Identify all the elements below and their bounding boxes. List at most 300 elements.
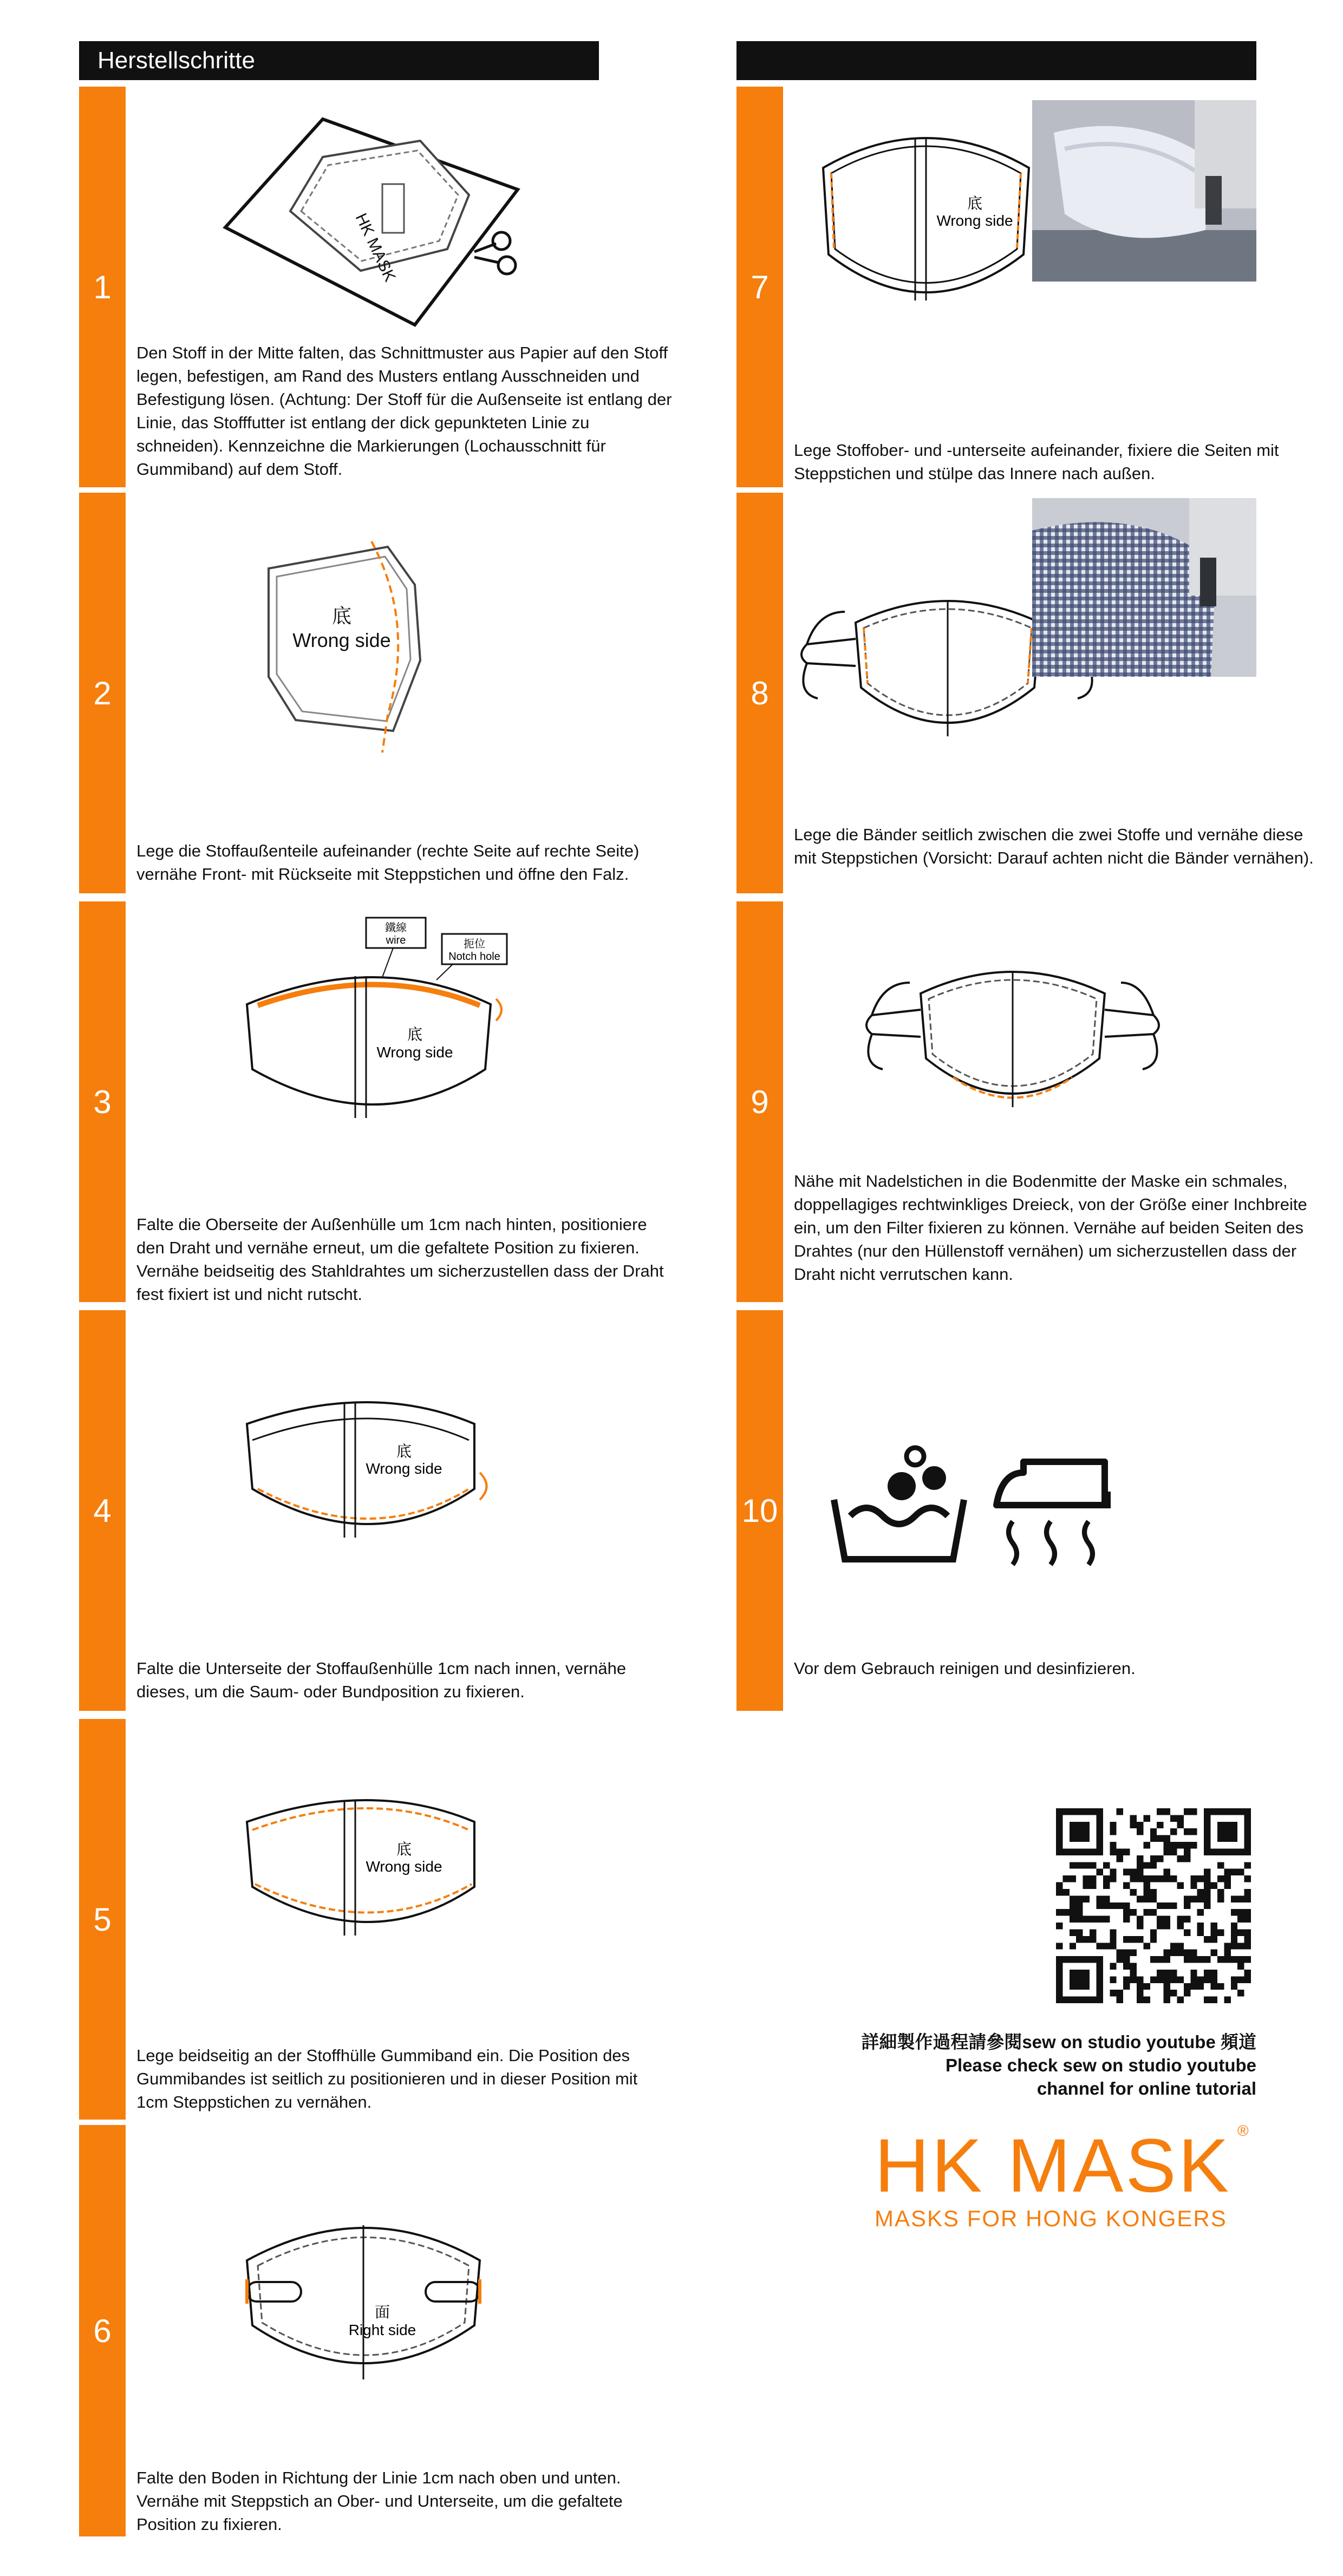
qr-module <box>1190 1970 1197 1976</box>
step-10 <box>736 1310 1332 1711</box>
qr-module <box>1217 1929 1224 1936</box>
qr-module <box>1117 1902 1123 1909</box>
qr-module <box>1244 1889 1251 1895</box>
qr-module <box>1190 1875 1197 1882</box>
qr-module <box>1143 1909 1150 1915</box>
qr-module <box>1070 1902 1076 1909</box>
fold-illustration <box>252 536 480 763</box>
qr-module <box>1143 1842 1150 1848</box>
qr-module <box>1184 1950 1190 1956</box>
side-label-en: Wrong side <box>366 1460 442 1477</box>
qr-module <box>1110 1822 1116 1828</box>
mask-hem-illustration <box>242 1381 556 1554</box>
qr-module <box>1237 1990 1244 1996</box>
step-text: Falte den Boden in Richtung der Linie 1cm nach oben und unten. Vernähe mit Steppstich an Ober- und Unterseite, um die gefaltete Position zu fixieren. <box>136 2468 623 2534</box>
qr-module <box>1197 1923 1204 1929</box>
qr-module <box>1170 1875 1177 1882</box>
qr-module <box>1244 1916 1251 1923</box>
wire-callout-cn: 鐵線 <box>385 922 407 934</box>
qr-module <box>1217 1983 1224 1990</box>
side-label-en: Wrong side <box>936 212 1013 229</box>
qr-module <box>1244 1970 1251 1976</box>
qr-module <box>1197 1895 1204 1902</box>
qr-module <box>1184 1916 1190 1923</box>
qr-module <box>1184 1895 1190 1902</box>
qr-module <box>1117 1808 1123 1815</box>
qr-module <box>1184 1956 1190 1963</box>
qr-module <box>1076 1916 1083 1923</box>
qr-module <box>1204 1936 1210 1943</box>
qr-module <box>1237 1909 1244 1915</box>
qr-module <box>1056 1943 1062 1949</box>
side-label-cn: 面 <box>374 2304 390 2320</box>
qr-module <box>1070 1916 1076 1923</box>
qr-module <box>1090 1882 1096 1889</box>
qr-module <box>1170 1902 1177 1909</box>
qr-module <box>1164 1916 1170 1923</box>
step-3 <box>79 901 675 1302</box>
qr-module <box>1137 1862 1143 1868</box>
qr-finder <box>1070 1822 1090 1842</box>
qr-module <box>1137 1822 1143 1828</box>
qr-module <box>1096 1895 1103 1902</box>
qr-module <box>1164 1983 1170 1990</box>
qr-module <box>1143 1997 1150 2003</box>
qr-module <box>1150 1929 1157 1936</box>
qr-module <box>1123 1909 1130 1915</box>
qr-module <box>1197 1929 1204 1936</box>
step-text: Den Stoff in der Mitte falten, das Schnittmuster aus Papier auf den Stoff legen, befestigen, am Rand des Musters entlang Ausschneiden und Befestigung lösen. (Achtung: Der Stoff für die Außenseite ist entlang der Linie, das Stofffutter ist entlang der dick gepunkteten Linie zu schneiden). Kennzeichne die Markierungen (Lochausschnitt für Gummiband) auf dem Stoff. <box>136 343 672 479</box>
side-label-cn: 底 <box>396 1443 412 1460</box>
qr-module <box>1157 1976 1163 1983</box>
qr-module <box>1123 1902 1130 1909</box>
step-text: Falte die Oberseite der Außenhülle um 1cm nach hinten, positioniere den Draht und vernähe erneut, um die gefaltete Position zu fixieren. Vernähe beidseitig des Stahldrahtes um sicherzustellen dass der Draht fest fixiert ist und nicht rutscht. <box>136 1215 664 1304</box>
qr-module <box>1137 1828 1143 1835</box>
pattern-illustration <box>220 108 523 336</box>
qr-module <box>1197 1909 1204 1915</box>
qr-module <box>1170 1950 1177 1956</box>
qr-module <box>1076 1862 1083 1868</box>
qr-module <box>1090 1916 1096 1923</box>
logo-tagline: MASKS FOR HONG KONGERS <box>875 2206 1227 2231</box>
qr-module <box>1083 1875 1090 1882</box>
step-number: 3 <box>93 1083 112 1120</box>
qr-module <box>1150 1895 1157 1902</box>
qr-module <box>1062 1889 1069 1895</box>
side-label-cn: 底 <box>407 1026 423 1043</box>
qr-module <box>1177 1882 1183 1889</box>
qr-module <box>1190 1808 1197 1815</box>
qr-module <box>1237 1956 1244 1963</box>
step-number: 10 <box>741 1492 778 1529</box>
qr-module <box>1170 1815 1177 1821</box>
qr-code[interactable] <box>1056 1808 1251 2003</box>
qr-module <box>1217 1875 1224 1882</box>
qr-module <box>1110 1936 1116 1943</box>
mask-filter-illustration <box>861 961 1175 1134</box>
qr-module <box>1244 1929 1251 1936</box>
qr-module <box>1137 1990 1143 1996</box>
qr-module <box>1103 1862 1110 1868</box>
tutorial-note-line2: Please check sew on studio youtube <box>945 2055 1256 2075</box>
qr-module <box>1090 1875 1096 1882</box>
qr-module <box>1211 1976 1217 1983</box>
step-4 <box>79 1310 675 1711</box>
qr-module <box>1103 1882 1110 1889</box>
qr-module <box>1096 1916 1103 1923</box>
qr-module <box>1137 1923 1143 1929</box>
qr-module <box>1103 1895 1110 1902</box>
qr-module <box>1130 1936 1137 1943</box>
qr-module <box>1177 1916 1183 1923</box>
qr-module <box>1076 1936 1083 1943</box>
qr-module <box>1197 1889 1204 1895</box>
qr-module <box>1137 1983 1143 1990</box>
qr-module <box>1150 1828 1157 1835</box>
qr-module <box>1184 1983 1190 1990</box>
qr-module <box>1076 1902 1083 1909</box>
qr-module <box>1164 1956 1170 1963</box>
qr-module <box>1177 1943 1183 1949</box>
qr-module <box>1224 1882 1230 1889</box>
step-number: 7 <box>751 269 769 305</box>
step-text: Lege die Stoffaußenteile aufeinander (rechte Seite auf rechte Seite) vernähe Front- mit Rückseite mit Steppstichen und öffne den Falz. <box>136 841 640 884</box>
qr-module <box>1076 1929 1083 1936</box>
qr-module <box>1190 1882 1197 1889</box>
qr-module <box>1070 1929 1076 1936</box>
qr-module <box>1231 1936 1237 1943</box>
qr-module <box>1143 1943 1150 1949</box>
qr-module <box>1143 1889 1150 1895</box>
qr-module <box>1217 1956 1224 1963</box>
qr-module <box>1217 1862 1224 1868</box>
qr-module <box>1110 1842 1116 1848</box>
qr-module <box>1197 1983 1204 1990</box>
qr-module <box>1123 1963 1130 1970</box>
qr-module <box>1211 1923 1217 1929</box>
step-number: 9 <box>751 1083 769 1120</box>
qr-module <box>1211 1997 1217 2003</box>
qr-module <box>1211 1983 1217 1990</box>
qr-module <box>1070 1943 1076 1949</box>
qr-module <box>1184 1848 1190 1855</box>
qr-module <box>1137 1936 1143 1943</box>
sewing-photo <box>1032 100 1256 282</box>
qr-module <box>1130 1970 1137 1976</box>
qr-module <box>1110 1848 1116 1855</box>
qr-module <box>1137 1855 1143 1862</box>
qr-module <box>1224 1956 1230 1963</box>
tutorial-note-line3: channel for online tutorial <box>1036 2078 1256 2098</box>
qr-module <box>1177 1976 1183 1983</box>
qr-module <box>1190 1950 1197 1956</box>
qr-module <box>1083 1882 1090 1889</box>
qr-module <box>1231 1923 1237 1929</box>
qr-module <box>1204 1882 1210 1889</box>
qr-module <box>1117 1848 1123 1855</box>
header-left <box>79 41 599 80</box>
qr-module <box>1103 1916 1110 1923</box>
qr-module <box>1123 1936 1130 1943</box>
qr-module <box>1076 1909 1083 1915</box>
qr-module <box>1224 1943 1230 1949</box>
qr-module <box>1056 1889 1062 1895</box>
qr-module <box>1083 1936 1090 1943</box>
qr-module <box>1110 1990 1116 1996</box>
qr-module <box>1211 1882 1217 1889</box>
step-number: 2 <box>93 675 112 711</box>
qr-module <box>1190 1895 1197 1902</box>
qr-module <box>1130 1963 1137 1970</box>
qr-module <box>1103 1943 1110 1949</box>
qr-module <box>1123 1956 1130 1963</box>
qr-module <box>1083 1916 1090 1923</box>
tutorial-note <box>791 2030 1256 2100</box>
qr-module <box>1123 1983 1130 1990</box>
step-2 <box>79 493 675 893</box>
qr-module <box>1184 1842 1190 1848</box>
notch-callout-en: Notch hole <box>448 951 500 963</box>
step-text: Lege beidseitig an der Stoffhülle Gummiband ein. Die Position des Gummibandes ist seitlich zu positionieren und in dieser Position mit 1cm Steppstichen zu vernähen. <box>136 2046 638 2111</box>
qr-module <box>1177 1842 1183 1848</box>
qr-module <box>1244 1875 1251 1882</box>
logo-main-text: HK MASK <box>875 2123 1231 2208</box>
qr-module <box>1164 1970 1170 1976</box>
qr-module <box>1237 1869 1244 1875</box>
side-label-cn: 底 <box>967 195 983 212</box>
qr-module <box>1157 1916 1163 1923</box>
qr-module <box>1190 1828 1197 1835</box>
qr-module <box>1157 1808 1163 1815</box>
qr-module <box>1204 1889 1210 1895</box>
wire-callout-en: wire <box>386 934 406 946</box>
qr-module <box>1237 1929 1244 1936</box>
wash-icon <box>829 1435 969 1565</box>
side-label-cn: 底 <box>396 1841 412 1858</box>
qr-module <box>1130 1822 1137 1828</box>
header-right <box>736 41 1256 80</box>
side-label-en: Right side <box>348 2322 416 2338</box>
qr-module <box>1103 1902 1110 1909</box>
mask-sew-illustration <box>818 114 1051 325</box>
qr-module <box>1170 1842 1177 1848</box>
qr-module <box>1170 1828 1177 1835</box>
qr-module <box>1211 1936 1217 1943</box>
qr-module <box>1110 1929 1116 1936</box>
qr-module <box>1090 1936 1096 1943</box>
qr-module <box>1143 1815 1150 1821</box>
qr-module <box>1231 1943 1237 1949</box>
qr-module <box>1117 1997 1123 2003</box>
qr-module <box>1190 1983 1197 1990</box>
qr-module <box>1150 1936 1157 1943</box>
qr-module <box>1150 1875 1157 1882</box>
qr-module <box>1103 1875 1110 1882</box>
qr-module <box>1110 1875 1116 1882</box>
qr-module <box>1096 1902 1103 1909</box>
qr-module <box>1211 1929 1217 1936</box>
qr-module <box>1130 1815 1137 1821</box>
qr-module <box>1062 1909 1069 1915</box>
qr-module <box>1117 1855 1123 1862</box>
qr-module <box>1204 1875 1210 1882</box>
qr-module <box>1164 1848 1170 1855</box>
step-5 <box>79 1719 675 2120</box>
qr-module <box>1197 1956 1204 1963</box>
qr-module <box>1231 1869 1237 1875</box>
mask-elastic-illustration <box>242 1779 556 1952</box>
qr-module <box>1130 1875 1137 1882</box>
notch-callout-cn: 扼位 <box>464 938 485 950</box>
qr-finder <box>1070 1970 1090 1990</box>
qr-module <box>1150 1956 1157 1963</box>
qr-module <box>1244 1909 1251 1915</box>
qr-module <box>1090 1929 1096 1936</box>
qr-module <box>1110 1963 1116 1970</box>
qr-module <box>1150 1889 1157 1895</box>
qr-module <box>1244 1976 1251 1983</box>
qr-module <box>1244 1943 1251 1949</box>
qr-module <box>1164 1842 1170 1848</box>
qr-module <box>1110 1976 1116 1983</box>
registered-mark: ® <box>1237 2122 1249 2139</box>
qr-module <box>1224 1950 1230 1956</box>
qr-module <box>1184 1808 1190 1815</box>
qr-module <box>1137 1916 1143 1923</box>
qr-module <box>1096 1943 1103 1949</box>
qr-module <box>1237 1963 1244 1970</box>
qr-finder <box>1217 1822 1237 1842</box>
qr-module <box>1184 1828 1190 1835</box>
qr-module <box>1177 1822 1183 1828</box>
qr-module <box>1130 1976 1137 1983</box>
qr-module <box>1157 1970 1163 1976</box>
qr-module <box>1244 1895 1251 1902</box>
qr-module <box>1204 1869 1210 1875</box>
step-9 <box>736 901 1332 1302</box>
qr-module <box>1184 1990 1190 1996</box>
qr-module <box>1123 1976 1130 1983</box>
qr-module <box>1137 1869 1143 1875</box>
qr-module <box>1244 1936 1251 1943</box>
qr-module <box>1137 1895 1143 1902</box>
qr-module <box>1177 1950 1183 1956</box>
step-number: 6 <box>93 2312 112 2349</box>
mask-wire-illustration <box>236 912 583 1150</box>
qr-module <box>1096 1869 1103 1875</box>
qr-module <box>1184 1929 1190 1936</box>
qr-module <box>1204 1976 1210 1983</box>
qr-module <box>1157 1822 1163 1828</box>
qr-module <box>1157 1875 1163 1882</box>
qr-module <box>1244 1862 1251 1868</box>
side-label-en: Wrong side <box>292 629 391 651</box>
qr-module <box>1164 1997 1170 2003</box>
qr-module <box>1130 1950 1137 1956</box>
qr-module <box>1184 1855 1190 1862</box>
qr-module <box>1164 1835 1170 1842</box>
step-8 <box>736 493 1332 893</box>
qr-module <box>1231 1895 1237 1902</box>
qr-module <box>1123 1916 1130 1923</box>
step-text: Nähe mit Nadelstichen in die Bodenmitte der Maske ein schmales, doppellagiges rechtwinkliges Dreieck, von der Größe einer Inchbreite ein, um den Filter fixieren zu können. Vernähe auf beiden Seiten des Drahtes (nur den Hüllenstoff vernähen) um sicherzustellen dass der Draht nicht verrutschen kann. <box>794 1172 1307 1284</box>
step-number: 8 <box>751 675 769 711</box>
qr-module <box>1217 1889 1224 1895</box>
qr-module <box>1130 1869 1137 1875</box>
qr-module <box>1211 1970 1217 1976</box>
qr-module <box>1164 1875 1170 1882</box>
side-label-en: Wrong side <box>376 1044 453 1061</box>
qr-module <box>1150 1862 1157 1868</box>
qr-module <box>1177 1815 1183 1821</box>
qr-module <box>1056 1882 1062 1889</box>
qr-module <box>1110 1902 1116 1909</box>
qr-module <box>1157 1855 1163 1862</box>
side-label-en: Wrong side <box>366 1858 442 1875</box>
qr-module <box>1231 1909 1237 1915</box>
qr-module <box>1237 1895 1244 1902</box>
step-text: Lege die Bänder seitlich zwischen die zwei Stoffe und vernähe diese mit Steppstichen (Vorsicht: Darauf achten nicht die Bänder vernähen). <box>794 825 1314 867</box>
hk-mask-logo <box>875 2123 1231 2232</box>
qr-module <box>1164 1990 1170 1996</box>
qr-module <box>1237 1943 1244 1949</box>
qr-module <box>1231 1983 1237 1990</box>
qr-module <box>1177 1855 1183 1862</box>
qr-module <box>1224 1875 1230 1882</box>
qr-module <box>1197 1976 1204 1983</box>
qr-module <box>1217 1895 1224 1902</box>
qr-module <box>1110 1828 1116 1835</box>
qr-module <box>1083 1862 1090 1868</box>
qr-module <box>1190 1976 1197 1983</box>
side-label-cn: 底 <box>331 605 352 627</box>
qr-module <box>1244 1956 1251 1963</box>
qr-module <box>1224 1869 1230 1875</box>
qr-module <box>1150 1855 1157 1862</box>
step-text: Falte die Unterseite der Stoffaußenhülle 1cm nach innen, vernähe dieses, um die Saum- oder Bundposition zu fixieren. <box>136 1659 627 1701</box>
qr-module <box>1123 1869 1130 1875</box>
qr-module <box>1130 1909 1137 1915</box>
qr-module <box>1197 1875 1204 1882</box>
qr-module <box>1170 1848 1177 1855</box>
iron-icon <box>991 1440 1126 1570</box>
qr-module <box>1130 1889 1137 1895</box>
qr-module <box>1237 1916 1244 1923</box>
qr-module <box>1157 1902 1163 1909</box>
qr-module <box>1070 1909 1076 1915</box>
pattern-label: HK MASK <box>351 211 399 285</box>
tutorial-note-line1: 詳細製作過程請參閱sew on studio youtube 頻道 <box>861 2032 1256 2052</box>
qr-module <box>1143 1983 1150 1990</box>
qr-module <box>1164 1869 1170 1875</box>
qr-module <box>1143 1875 1150 1882</box>
qr-module <box>1137 1875 1143 1882</box>
qr-module <box>1117 1990 1123 1996</box>
header-title: Herstellschritte <box>97 47 255 74</box>
qr-module <box>1164 1808 1170 1815</box>
qr-module <box>1204 1895 1210 1902</box>
qr-module <box>1110 1869 1116 1875</box>
mask-fold-illustration <box>242 2201 545 2390</box>
qr-module <box>1170 1990 1177 1996</box>
step-text: Lege Stoffober- und -unterseite aufeinander, fixiere die Seiten mit Steppstichen und stülpe das Innere nach außen. <box>794 441 1279 483</box>
step-number: 1 <box>93 269 112 305</box>
qr-module <box>1204 1902 1210 1909</box>
qr-module <box>1170 1976 1177 1983</box>
qr-module <box>1123 1950 1130 1956</box>
step-number: 4 <box>93 1492 112 1529</box>
qr-module <box>1070 1895 1076 1902</box>
